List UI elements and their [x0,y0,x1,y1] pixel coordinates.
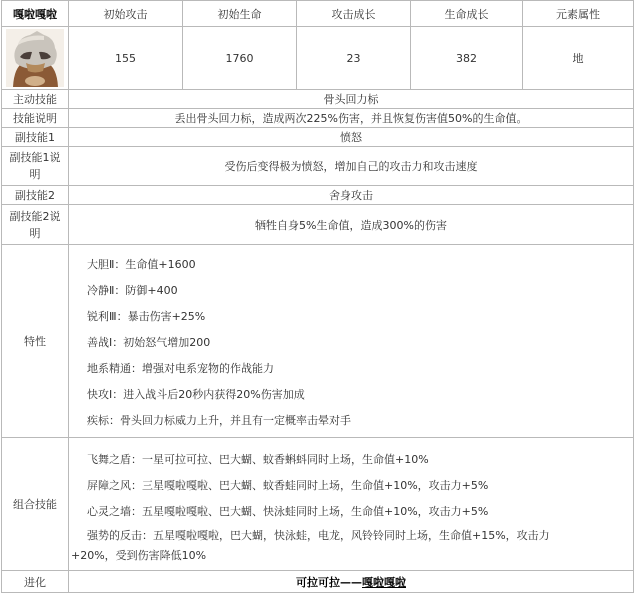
traits-row [2,245,634,438]
element-value: 地 [523,27,634,90]
skill-desc-row [2,109,634,128]
trait-item: 锐利Ⅲ：暴击伤害+25% [87,310,206,323]
evolution-chain [69,571,634,593]
trait-item: 善战Ⅰ：初始怒气增加200 [87,336,211,349]
sub-skill-1-desc-value: 受伤后变得极为愤怒，增加自己的攻击力和攻击速度 [69,147,634,186]
combo-item: 屏障之风：三星嘎啦嘎啦、巴大蝴、蚊香蛙同时上场，生命值+10%，攻击力+5% [87,479,489,492]
sub-skill-2-value: 舍身攻击 [69,186,634,205]
combo-item: 飞舞之盾：一星可拉可拉、巴大蝴、蚊香蝌蚪同时上场，生命值+10% [87,453,429,466]
sub-skill-1-label: 副技能1 [2,128,69,147]
combo-label: 组合技能 [2,438,69,571]
combo-list [69,438,634,571]
trait-item: 大胆Ⅱ：生命值+1600 [87,258,196,271]
pokemon-info-table [1,0,634,593]
combo-item-continued: +20%，受到伤害降低10% [71,549,207,562]
skill-desc-value: 丢出骨头回力标，造成两次225%伤害，并且恢复伤害值50%的生命值。 [69,109,634,128]
header-row [2,1,634,27]
sub-skill-2-row [2,186,634,205]
header-element: 元素属性 [523,1,634,27]
trait-item: 快攻Ⅰ：进入战斗后20秒内获得20%伤害加成 [87,388,305,401]
sub-skill-2-desc-label: 副技能2说明 [2,205,69,245]
trait-item: 地系精通：增强对电系宠物的作战能力 [87,362,274,375]
sub-skill-1-desc-row [2,147,634,186]
active-skill-label: 主动技能 [2,90,69,109]
sub-skill-2-desc-value: 牺牲自身5%生命值，造成300%的伤害 [69,205,634,245]
pokemon-name: 嘎啦嘎啦 [2,1,69,27]
evolution-row [2,571,634,593]
initial-attack-value: 155 [69,27,183,90]
evolution-to[interactable]: 嘎啦嘎啦 [362,575,406,589]
header-hp-growth: 生命成长 [411,1,523,27]
attack-growth-value: 23 [297,27,411,90]
trait-item: 疾标：骨头回力标威力上升，并且有一定概率击晕对手 [87,414,351,427]
stats-row [2,27,634,90]
combo-row [2,438,634,571]
skill-desc-label: 技能说明 [2,109,69,128]
header-initial-attack: 初始攻击 [69,1,183,27]
active-skill-value: 骨头回力标 [69,90,634,109]
active-skill-row [2,90,634,109]
combo-item: 心灵之墙：五星嘎啦嘎啦、巴大蝴、快泳蛙同时上场，生命值+10%，攻击力+5% [87,505,489,518]
combo-item: 强势的反击：五星嘎啦嘎啦，巴大蝴，快泳蛙，电龙，风铃铃同时上场，生命值+15%，攻击力 [87,529,550,542]
evolution-label: 进化 [2,571,69,593]
hp-growth-value: 382 [411,27,523,90]
sub-skill-1-row [2,128,634,147]
traits-label: 特性 [2,245,69,438]
avatar-cell [2,27,69,90]
traits-list [69,245,634,438]
pokemon-avatar [6,29,64,87]
sub-skill-1-desc-label: 副技能1说明 [2,147,69,186]
initial-hp-value: 1760 [183,27,297,90]
sub-skill-2-desc-row [2,205,634,245]
header-attack-growth: 攻击成长 [297,1,411,27]
header-initial-hp: 初始生命 [183,1,297,27]
trait-item: 冷静Ⅱ：防御+400 [87,284,178,297]
sub-skill-2-label: 副技能2 [2,186,69,205]
evolution-from: 可拉可拉—— [296,575,362,589]
sub-skill-1-value: 愤怒 [69,128,634,147]
